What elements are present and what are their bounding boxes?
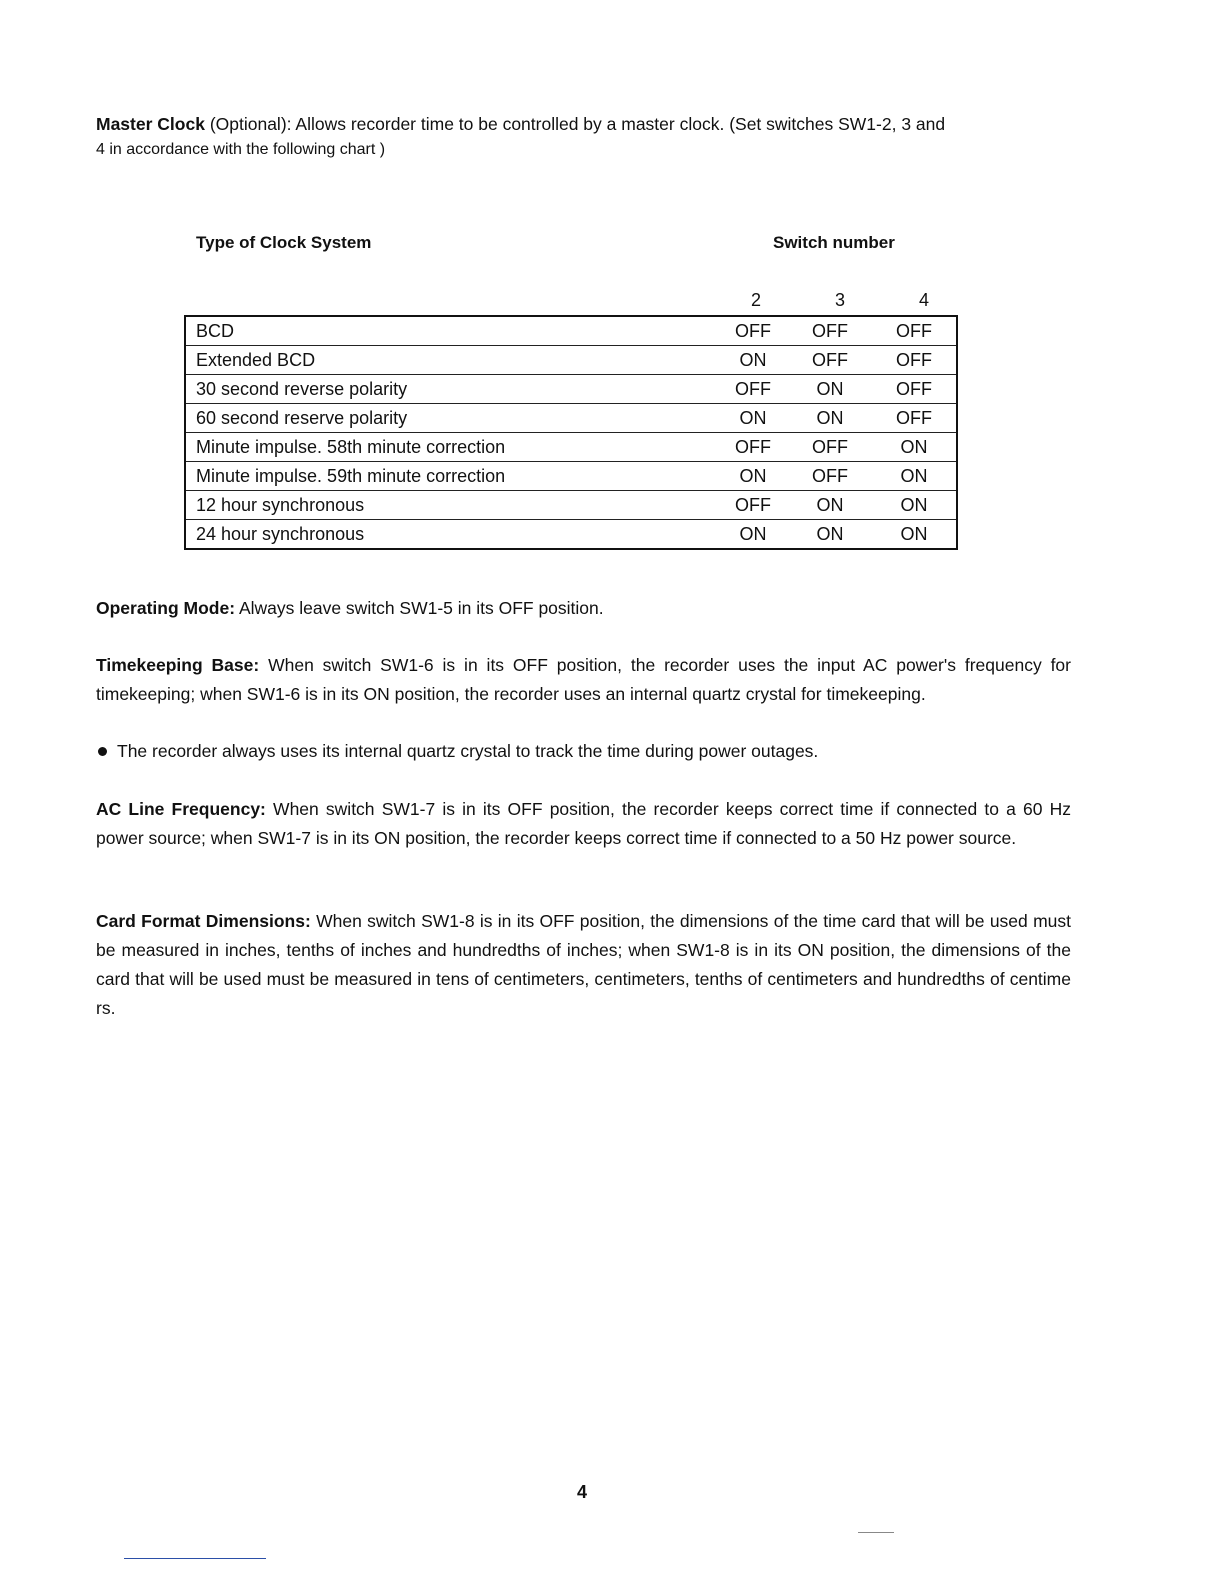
sw3-cell: ON [788,491,872,520]
master-clock-text-continued: 4 in accordance with the following chart ) [96,141,386,158]
page-number: 4 [576,1482,587,1502]
table-row [185,375,957,404]
table-row [185,520,957,550]
sw4-cell: OFF [872,404,957,433]
card-format-text: When switch SW1-8 is in its OFF position, the dimensions of the time card that will be used must be measured in inches, tenths of inches and hundredths of inches; when SW1-8 is in its ON position, the dimensions of the card that will be used must be measured in tens of centimeters, centimeters, tenths of centimeters and hundredths of centime rs. [96,911,1071,1018]
ac-line-frequency-text: When switch SW1-7 is in its OFF position, the recorder keeps correct time if connected to a 60 Hz power source; when SW1-7 is in its ON position, the recorder keeps correct time if connected to a 50 Hz power source. [96,799,1071,848]
sw3-cell: OFF [788,433,872,462]
switch-number-2: 2 [750,290,761,310]
clock-system-switch-table [184,315,958,550]
sw2-cell: ON [718,346,788,375]
clock-type-cell: BCD [185,316,718,346]
sw2-cell: OFF [718,491,788,520]
switch-number-labels [722,290,958,314]
sw2-cell: ON [718,520,788,550]
card-format-paragraph [96,907,1071,1023]
scan-mark-divider [858,1532,894,1533]
sw2-cell: ON [718,462,788,491]
operating-mode-paragraph [96,594,1071,623]
sw4-cell: ON [872,462,957,491]
card-format-heading: Card Format Dimensions: [96,911,311,931]
bullet-note [96,737,1071,766]
sw4-cell: OFF [872,346,957,375]
sw4-cell: ON [872,520,957,550]
table-row [185,462,957,491]
bullet-note-text: The recorder always uses its internal quartz crystal to track the time during power outages. [117,741,819,761]
timekeeping-base-paragraph [96,651,1071,709]
master-clock-heading: Master Clock [96,114,205,134]
sw2-cell: ON [718,404,788,433]
timekeeping-base-heading: Timekeeping Base: [96,655,260,675]
table-row [185,491,957,520]
table-row [185,316,957,346]
table-row [185,404,957,433]
sw2-cell: OFF [718,375,788,404]
master-clock-paragraph [96,110,1071,161]
clock-type-cell: 60 second reserve polarity [185,404,718,433]
clock-type-cell: 30 second reverse polarity [185,375,718,404]
table-row [185,433,957,462]
footer-rule-divider [124,1558,266,1559]
sw4-cell: ON [872,433,957,462]
timekeeping-base-text: When switch SW1-6 is in its OFF position, the recorder uses the input AC power's frequency for timekeeping; when SW1-6 is in its ON position, the recorder uses an internal quartz crystal for timekeeping. [96,655,1071,704]
sw3-cell: OFF [788,346,872,375]
sw4-cell: ON [872,491,957,520]
sw3-cell: OFF [788,316,872,346]
ac-line-frequency-paragraph [96,795,1071,853]
sw2-cell: OFF [718,433,788,462]
master-clock-text: (Optional): Allows recorder time to be controlled by a master clock. (Set switches SW1-2, 3 and [209,114,946,134]
sw3-cell: ON [788,375,872,404]
switch-number-column-header: Switch number [773,233,895,252]
sw4-cell: OFF [872,375,957,404]
clock-type-cell: Minute impulse. 59th minute correction [185,462,718,491]
clock-type-cell: 12 hour synchronous [185,491,718,520]
clock-type-cell: 24 hour synchronous [185,520,718,550]
clock-type-column-header: Type of Clock System [196,233,372,252]
ac-line-frequency-heading: AC Line Frequency: [96,799,266,819]
sw3-cell: ON [788,520,872,550]
sw4-cell: OFF [872,316,957,346]
clock-type-cell: Extended BCD [185,346,718,375]
sw3-cell: ON [788,404,872,433]
switch-number-4: 4 [918,290,929,310]
bullet-icon [98,747,107,756]
table-row [185,346,957,375]
sw2-cell: OFF [718,316,788,346]
switch-number-3: 3 [834,290,845,310]
operating-mode-text: Always leave switch SW1-5 in its OFF position. [238,598,604,618]
operating-mode-heading: Operating Mode: [96,598,236,618]
sw3-cell: OFF [788,462,872,491]
clock-type-cell: Minute impulse. 58th minute correction [185,433,718,462]
